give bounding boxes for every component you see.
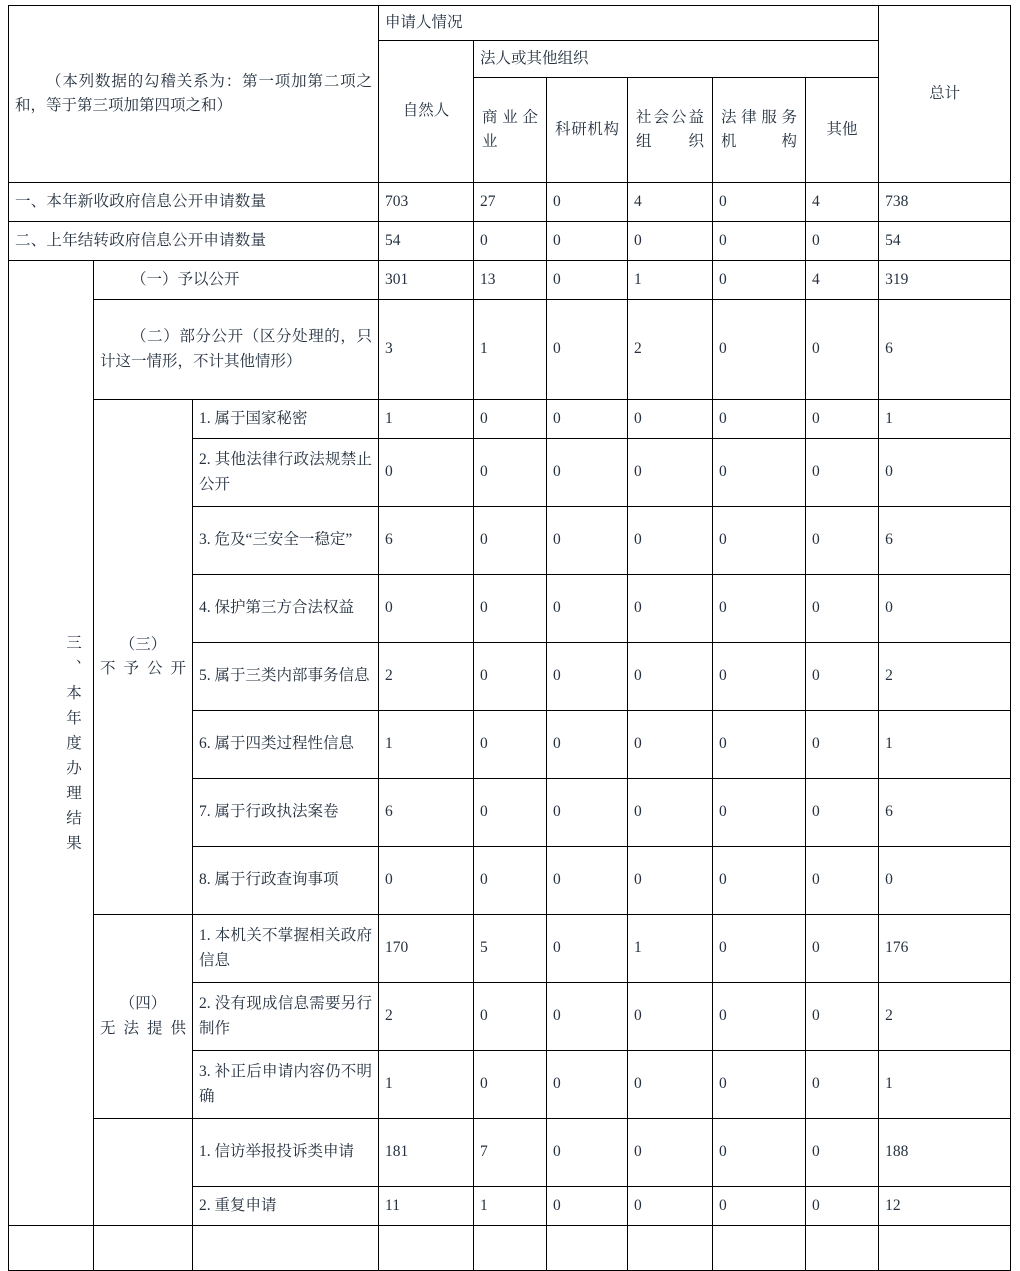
cell-value: 0 bbox=[474, 222, 547, 261]
clipped-cell bbox=[806, 1226, 879, 1271]
cell-value: 2 bbox=[879, 983, 1011, 1051]
row-label-third-party: 4. 保护第三方合法权益 bbox=[193, 575, 379, 643]
cell-value: 1 bbox=[474, 300, 547, 400]
cell-value: 0 bbox=[547, 222, 628, 261]
cell-value: 319 bbox=[879, 261, 1011, 300]
cell-value: 0 bbox=[628, 643, 713, 711]
clipped-cell bbox=[193, 1226, 379, 1271]
table-row bbox=[9, 183, 1011, 222]
cell-value: 0 bbox=[806, 575, 879, 643]
row-label-received-this-year: 一、本年新收政府信息公开申请数量 bbox=[9, 183, 379, 222]
clipped-cell bbox=[713, 1226, 806, 1271]
row-label-handling-results bbox=[9, 261, 94, 1226]
cell-value: 1 bbox=[879, 1051, 1011, 1119]
cell-value: 13 bbox=[474, 261, 547, 300]
cell-value: 12 bbox=[879, 1187, 1011, 1226]
row-label-disclose: （一）予以公开 bbox=[94, 261, 379, 300]
cell-value: 0 bbox=[547, 915, 628, 983]
row-label-no-disclose bbox=[94, 400, 193, 915]
cell-value: 0 bbox=[806, 507, 879, 575]
cell-value: 2 bbox=[379, 643, 474, 711]
cell-value: 11 bbox=[379, 1187, 474, 1226]
cell-value: 0 bbox=[806, 1119, 879, 1187]
row-label-enforcement-file: 7. 属于行政执法案卷 bbox=[193, 779, 379, 847]
row-label-still-unclear: 3. 补正后申请内容仍不明确 bbox=[193, 1051, 379, 1119]
clipped-cell bbox=[94, 1226, 193, 1271]
cell-value: 0 bbox=[628, 507, 713, 575]
cell-value: 0 bbox=[379, 439, 474, 507]
cell-value: 0 bbox=[628, 983, 713, 1051]
cell-value: 0 bbox=[806, 1051, 879, 1119]
row-label-three-safety: 3. 危及“三安全一稳定” bbox=[193, 507, 379, 575]
cell-value: 0 bbox=[713, 1119, 806, 1187]
cell-value: 0 bbox=[713, 1187, 806, 1226]
cell-value: 0 bbox=[474, 847, 547, 915]
cell-value: 0 bbox=[879, 847, 1011, 915]
row-label-carried-over: 二、上年结转政府信息公开申请数量 bbox=[9, 222, 379, 261]
table-row-clipped bbox=[9, 1226, 1011, 1271]
cell-value: 1 bbox=[379, 400, 474, 439]
cell-value: 1 bbox=[474, 1187, 547, 1226]
cell-value: 0 bbox=[713, 983, 806, 1051]
cell-value: 0 bbox=[547, 439, 628, 507]
row-label-state-secret: 1. 属于国家秘密 bbox=[193, 400, 379, 439]
cell-value: 0 bbox=[879, 575, 1011, 643]
cell-value: 0 bbox=[547, 1119, 628, 1187]
cell-value: 0 bbox=[628, 575, 713, 643]
cell-value: 0 bbox=[713, 439, 806, 507]
clipped-cell bbox=[9, 1226, 94, 1271]
handling-results-vertical-text: 三、本年度办理结果 bbox=[64, 634, 81, 852]
cell-value: 0 bbox=[474, 400, 547, 439]
cell-value: 0 bbox=[806, 400, 879, 439]
cell-value: 0 bbox=[547, 575, 628, 643]
cell-value: 1 bbox=[379, 1051, 474, 1119]
row-label-fifth-group-empty bbox=[94, 1119, 193, 1226]
cell-value: 6 bbox=[879, 779, 1011, 847]
row-label-partial-disclose: （二）部分公开（区分处理的，只计这一情形，不计其他情形） bbox=[94, 300, 379, 400]
row-label-process-info: 6. 属于四类过程性信息 bbox=[193, 711, 379, 779]
cell-value: 6 bbox=[379, 507, 474, 575]
cell-value: 0 bbox=[547, 779, 628, 847]
cell-value: 1 bbox=[879, 400, 1011, 439]
cell-value: 0 bbox=[547, 507, 628, 575]
clipped-cell bbox=[547, 1226, 628, 1271]
table-row bbox=[9, 1119, 1011, 1187]
table-row bbox=[9, 300, 1011, 400]
cell-value: 0 bbox=[474, 711, 547, 779]
cell-value: 0 bbox=[806, 439, 879, 507]
clipped-cell bbox=[474, 1226, 547, 1271]
cell-value: 3 bbox=[379, 300, 474, 400]
table-row bbox=[9, 261, 1011, 300]
cell-value: 0 bbox=[713, 847, 806, 915]
cell-value: 0 bbox=[806, 915, 879, 983]
cell-value: 188 bbox=[879, 1119, 1011, 1187]
row-label-petition-type: 1. 信访举报投诉类申请 bbox=[193, 1119, 379, 1187]
row-label-admin-query: 8. 属于行政查询事项 bbox=[193, 847, 379, 915]
cell-value: 0 bbox=[474, 779, 547, 847]
no-disclose-label: 不予公开 bbox=[100, 660, 186, 677]
cell-value: 0 bbox=[713, 222, 806, 261]
clipped-cell bbox=[879, 1226, 1011, 1271]
cell-value: 54 bbox=[879, 222, 1011, 261]
cannot-provide-index: （四） bbox=[119, 995, 167, 1013]
cell-value: 1 bbox=[879, 711, 1011, 779]
cell-value: 738 bbox=[879, 183, 1011, 222]
cell-value: 0 bbox=[806, 300, 879, 400]
header-legal-service-institution: 法律服务机构 bbox=[713, 78, 806, 183]
cell-value: 0 bbox=[547, 711, 628, 779]
cell-value: 0 bbox=[713, 261, 806, 300]
cell-value: 0 bbox=[879, 439, 1011, 507]
cell-value: 0 bbox=[713, 507, 806, 575]
cell-value: 4 bbox=[806, 183, 879, 222]
cell-value: 0 bbox=[628, 222, 713, 261]
row-label-cannot-provide bbox=[94, 915, 193, 1119]
clipped-cell bbox=[379, 1226, 474, 1271]
cell-value: 0 bbox=[628, 400, 713, 439]
cell-value: 0 bbox=[547, 643, 628, 711]
cell-value: 0 bbox=[474, 439, 547, 507]
cell-value: 181 bbox=[379, 1119, 474, 1187]
cell-value: 0 bbox=[628, 1119, 713, 1187]
cell-value: 0 bbox=[713, 779, 806, 847]
cell-value: 0 bbox=[474, 575, 547, 643]
cell-value: 0 bbox=[547, 261, 628, 300]
row-label-law-prohibits: 2. 其他法律行政法规禁止公开 bbox=[193, 439, 379, 507]
cell-value: 176 bbox=[879, 915, 1011, 983]
cell-value: 4 bbox=[806, 261, 879, 300]
row-label-not-held: 1. 本机关不掌握相关政府信息 bbox=[193, 915, 379, 983]
table-row bbox=[9, 222, 1011, 261]
cell-value: 0 bbox=[713, 183, 806, 222]
cell-value: 0 bbox=[547, 983, 628, 1051]
header-total: 总计 bbox=[879, 6, 1011, 183]
government-information-disclosure-table bbox=[8, 5, 1011, 1271]
cell-value: 0 bbox=[547, 300, 628, 400]
cell-value: 6 bbox=[879, 300, 1011, 400]
cell-value: 54 bbox=[379, 222, 474, 261]
cell-value: 170 bbox=[379, 915, 474, 983]
cell-value: 1 bbox=[379, 711, 474, 779]
header-research-institution: 科研机构 bbox=[547, 78, 628, 183]
cell-value: 0 bbox=[806, 222, 879, 261]
row-label-internal-affairs: 5. 属于三类内部事务信息 bbox=[193, 643, 379, 711]
cell-value: 1 bbox=[628, 261, 713, 300]
cell-value: 0 bbox=[628, 439, 713, 507]
cell-value: 0 bbox=[713, 400, 806, 439]
cell-value: 2 bbox=[879, 643, 1011, 711]
header-applicant-situation: 申请人情况 bbox=[379, 6, 879, 41]
cell-value: 2 bbox=[628, 300, 713, 400]
cell-value: 2 bbox=[379, 983, 474, 1051]
cell-value: 0 bbox=[628, 847, 713, 915]
statistics-sheet bbox=[0, 5, 1020, 1214]
cell-value: 0 bbox=[547, 847, 628, 915]
cell-value: 0 bbox=[628, 711, 713, 779]
header-commercial-enterprise: 商业企业 bbox=[474, 78, 547, 183]
cell-value: 0 bbox=[628, 1187, 713, 1226]
cell-value: 0 bbox=[474, 643, 547, 711]
cell-value: 0 bbox=[806, 711, 879, 779]
cell-value: 5 bbox=[474, 915, 547, 983]
cell-value: 0 bbox=[628, 779, 713, 847]
cell-value: 0 bbox=[547, 1051, 628, 1119]
cell-value: 0 bbox=[713, 711, 806, 779]
header-other: 其他 bbox=[806, 78, 879, 183]
cell-value: 0 bbox=[547, 400, 628, 439]
cell-value: 1 bbox=[628, 915, 713, 983]
header-row-group bbox=[9, 6, 1011, 41]
cell-value: 0 bbox=[474, 983, 547, 1051]
cell-value: 27 bbox=[474, 183, 547, 222]
header-social-public-welfare-organization: 社会公益组织 bbox=[628, 78, 713, 183]
row-label-needs-creation: 2. 没有现成信息需要另行制作 bbox=[193, 983, 379, 1051]
cell-value: 6 bbox=[879, 507, 1011, 575]
cell-value: 0 bbox=[713, 575, 806, 643]
cell-value: 0 bbox=[474, 507, 547, 575]
cell-value: 4 bbox=[628, 183, 713, 222]
header-natural-person: 自然人 bbox=[379, 41, 474, 183]
cell-value: 0 bbox=[713, 915, 806, 983]
cannot-provide-label: 无法提供 bbox=[100, 1019, 186, 1037]
clipped-cell bbox=[628, 1226, 713, 1271]
cell-value: 7 bbox=[474, 1119, 547, 1187]
table-row bbox=[9, 400, 1011, 439]
cell-value: 0 bbox=[547, 1187, 628, 1226]
cell-value: 0 bbox=[806, 1187, 879, 1226]
cell-value: 0 bbox=[713, 643, 806, 711]
cell-value: 0 bbox=[547, 183, 628, 222]
table-row bbox=[9, 915, 1011, 983]
cell-value: 301 bbox=[379, 261, 474, 300]
cell-value: 6 bbox=[379, 779, 474, 847]
cell-value: 0 bbox=[713, 300, 806, 400]
checksum-note: （本列数据的勾稽关系为：第一项加第二项之和，等于第三项加第四项之和） bbox=[9, 6, 379, 183]
header-legal-or-other-organization: 法人或其他组织 bbox=[474, 41, 879, 78]
cell-value: 0 bbox=[806, 643, 879, 711]
cell-value: 0 bbox=[379, 847, 474, 915]
cell-value: 0 bbox=[806, 983, 879, 1051]
cell-value: 0 bbox=[379, 575, 474, 643]
cell-value: 0 bbox=[806, 779, 879, 847]
cell-value: 0 bbox=[806, 847, 879, 915]
row-label-repeat-request: 2. 重复申请 bbox=[193, 1187, 379, 1226]
cell-value: 0 bbox=[713, 1051, 806, 1119]
cell-value: 0 bbox=[474, 1051, 547, 1119]
no-disclose-index: （三） bbox=[119, 635, 167, 653]
cell-value: 703 bbox=[379, 183, 474, 222]
cell-value: 0 bbox=[628, 1051, 713, 1119]
